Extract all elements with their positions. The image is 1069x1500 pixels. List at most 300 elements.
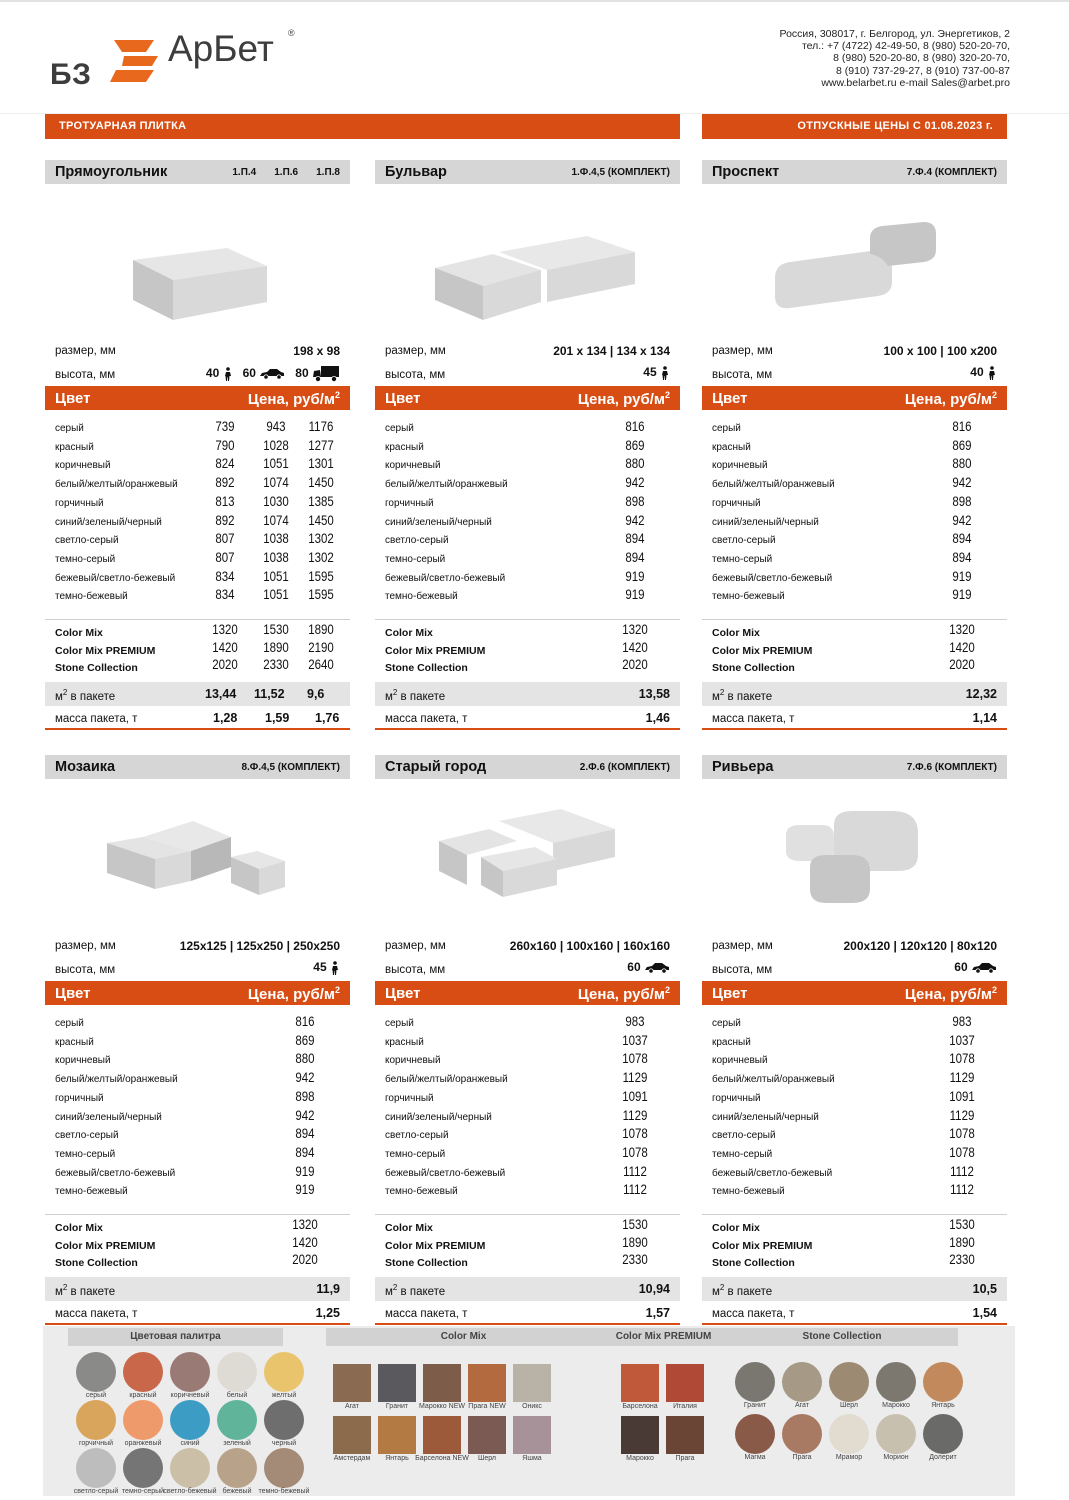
stone-swatch[interactable] [829, 1362, 869, 1402]
height-label: высота, мм [55, 964, 116, 976]
tile-label: Марокко NEW [419, 1403, 465, 1410]
color-name: темно-бежевый [55, 591, 128, 603]
mass-row [45, 1301, 350, 1325]
palette-swatch[interactable] [123, 1448, 163, 1488]
price-value: 869 [625, 436, 645, 453]
swatch-label: черный [271, 1440, 297, 1447]
color-name: серый [712, 423, 741, 434]
mass-row [702, 706, 1007, 730]
mass-label: масса пакета, т [712, 713, 795, 725]
price-value: 919 [625, 586, 645, 603]
color-mix-tile[interactable] [333, 1416, 371, 1454]
special-price: 1890 [622, 1233, 648, 1250]
special-price: 1320 [212, 621, 238, 637]
product-image [375, 785, 680, 935]
color-mix-tile[interactable] [378, 1416, 416, 1454]
premium-tile[interactable] [621, 1416, 659, 1454]
price-value: 1112 [623, 1181, 647, 1198]
special-price: 1320 [292, 1216, 318, 1232]
color-name: темно-бежевый [712, 1186, 785, 1198]
premium-tile[interactable] [666, 1364, 704, 1402]
color-name: темно-серый [55, 553, 116, 565]
price-value: 1176 [308, 418, 334, 434]
stone-swatch[interactable] [923, 1362, 963, 1402]
price-table-header [45, 981, 350, 1005]
per-pack-value: 10,94 [638, 1282, 670, 1296]
color-mix-tile[interactable] [423, 1416, 461, 1454]
stone-swatch[interactable] [735, 1362, 775, 1402]
price-value: 807 [215, 530, 235, 547]
top-rule [0, 0, 1069, 2]
per-pack-label [55, 1283, 115, 1298]
palette-swatch[interactable] [217, 1448, 257, 1488]
color-mix-title: Color Mix [326, 1328, 601, 1346]
color-name: светло-серый [712, 1130, 776, 1142]
palette-swatch[interactable] [264, 1352, 304, 1392]
special-name: Color Mix [55, 627, 103, 639]
price-value: 1091 [949, 1087, 975, 1104]
price-value: 790 [215, 436, 235, 453]
palette-swatch[interactable] [76, 1448, 116, 1488]
price-header-text: Цена, руб/м [247, 391, 335, 408]
special-name: Color Mix [55, 1222, 103, 1234]
swatch-label: светло-серый [73, 1488, 119, 1495]
price-value: 1277 [308, 436, 334, 453]
per-pack-unit-sup: 2 [392, 688, 398, 697]
color-name: горчичный [385, 497, 434, 509]
price-value: 919 [625, 567, 645, 584]
price-value: 983 [625, 1013, 645, 1029]
price-value: 739 [215, 418, 235, 434]
color-mix-tile[interactable] [423, 1364, 461, 1402]
palette-swatch[interactable] [264, 1400, 304, 1440]
product-code: 8.Ф.4,5 (КОМПЛЕКТ) [241, 762, 340, 773]
color-name: коричневый [712, 460, 768, 472]
special-price: 1320 [949, 621, 975, 637]
color-name: бежевый/светло-бежевый [55, 1167, 176, 1179]
special-name: Color Mix PREMIUM [712, 1239, 813, 1252]
product-name: Проспект [712, 164, 780, 180]
price-table-header [702, 386, 1007, 410]
per-pack-unit: м [712, 1285, 720, 1298]
height-value: 40 [205, 366, 220, 381]
swatch-label: Гранит [743, 1402, 767, 1409]
per-pack-unit: м [55, 1285, 63, 1298]
product-code: 7.Ф.4 (КОМПЛЕКТ) [906, 167, 997, 178]
color-name: темно-серый [712, 553, 773, 565]
color-mix-tile[interactable] [333, 1364, 371, 1402]
mass-value: 1,28 [213, 711, 238, 725]
product-code: 1.Ф.4,5 (КОМПЛЕКТ) [571, 167, 670, 178]
special-name: Color Mix PREMIUM [385, 1239, 486, 1252]
size-label: размер, мм [712, 940, 773, 952]
special-price: 1890 [949, 1233, 975, 1250]
special-price: 1530 [622, 1216, 648, 1232]
mass-row [375, 1301, 680, 1325]
palette-swatch[interactable] [170, 1400, 210, 1440]
price-value: 1595 [308, 586, 334, 603]
product-code: 2.Ф.6 (КОМПЛЕКТ) [579, 762, 670, 773]
size-label: размер, мм [385, 345, 446, 357]
price-value: 1038 [263, 530, 289, 547]
per-pack-value: 9,6 [307, 687, 325, 701]
price-value: 919 [295, 1181, 315, 1198]
product-image [45, 190, 350, 340]
palette-swatch[interactable] [123, 1352, 163, 1392]
product-codes [214, 167, 340, 178]
swatch-label: Прага [792, 1454, 812, 1461]
height-value: 45 [643, 365, 657, 379]
price-value: 834 [215, 586, 235, 603]
color-name: красный [55, 441, 94, 453]
color-name: коричневый [712, 1055, 768, 1067]
price-value: 816 [625, 418, 645, 434]
price-value: 1078 [622, 1125, 648, 1142]
palette-swatch[interactable] [264, 1448, 304, 1488]
swatch-label: белый [226, 1392, 248, 1399]
price-value: 1051 [263, 455, 289, 472]
price-value: 834 [215, 567, 235, 584]
price-value: 898 [295, 1087, 315, 1104]
size-value: 201 x 134 | 134 x 134 [553, 344, 670, 358]
color-mix-tile[interactable] [468, 1416, 506, 1454]
price-value: 894 [625, 548, 645, 565]
per-pack-row [702, 682, 1007, 706]
price-value: 1078 [949, 1143, 975, 1160]
color-column-header: Цвет [55, 985, 91, 1002]
palette-swatch[interactable] [123, 1400, 163, 1440]
product-header [45, 160, 350, 184]
price-table-header [702, 981, 1007, 1005]
color-column-header: Цвет [55, 390, 91, 407]
per-pack-row [45, 1277, 350, 1301]
logo-letters: БЗ [50, 58, 92, 91]
price-value: 1302 [308, 530, 334, 547]
tile-label: Амстердам [333, 1455, 371, 1462]
price-value: 919 [952, 567, 972, 584]
price-value: 880 [952, 455, 972, 472]
price-value: 816 [952, 418, 972, 434]
price-header-sup: 2 [334, 985, 340, 995]
product-card [375, 755, 680, 1330]
price-value: 942 [952, 511, 972, 528]
color-name: темно-бежевый [55, 1186, 128, 1198]
color-name: темно-серый [385, 553, 446, 565]
special-name: Color Mix [712, 627, 760, 639]
mass-row [45, 706, 350, 730]
color-name: бежевый/светло-бежевый [385, 572, 506, 584]
per-pack-row [702, 1277, 1007, 1301]
per-pack-text: в пакете [724, 690, 773, 703]
mass-label: масса пакета, т [712, 1308, 795, 1320]
stone-swatch[interactable] [876, 1362, 916, 1402]
height-value: 60 [627, 960, 641, 974]
palette-title: Цветовая палитра [68, 1328, 283, 1346]
size-label: размер, мм [712, 345, 773, 357]
size-value: 260x160 | 100x160 | 160x160 [509, 939, 670, 953]
color-name: серый [55, 1018, 84, 1029]
color-name: темно-бежевый [712, 591, 785, 603]
swatch-label: желтый [271, 1392, 297, 1399]
company-logo[interactable] [50, 28, 310, 92]
color-mix-tile[interactable] [513, 1416, 551, 1454]
stone-swatch[interactable] [876, 1414, 916, 1454]
price-value: 983 [952, 1013, 972, 1029]
price-value: 1129 [949, 1106, 975, 1123]
special-price: 1890 [263, 638, 289, 655]
height-label: высота, мм [385, 369, 446, 381]
price-value: 869 [295, 1031, 315, 1048]
stone-swatch[interactable] [923, 1414, 963, 1454]
height-values [643, 365, 670, 380]
premium-tile[interactable] [621, 1364, 659, 1402]
height-values [206, 365, 340, 383]
size-value: 198 x 98 [293, 344, 340, 358]
color-mix-tile[interactable] [468, 1364, 506, 1402]
special-price: 1530 [949, 1216, 975, 1232]
section-banner: ТРОТУАРНАЯ ПЛИТКА [45, 114, 680, 139]
row-separator [45, 619, 350, 620]
price-header-text: Цена, руб/м [577, 986, 665, 1003]
product-name: Бульвар [385, 164, 447, 180]
price-column-header [578, 985, 670, 1003]
tile-label: Гранит [385, 1403, 409, 1410]
color-name: коричневый [55, 1055, 111, 1067]
color-name: белый/желтый/оранжевый [55, 1074, 178, 1086]
premium-tile[interactable] [666, 1416, 704, 1454]
color-name: синий/зеленый/черный [55, 516, 162, 528]
palette-swatch[interactable] [170, 1352, 210, 1392]
price-value: 807 [215, 548, 235, 565]
color-mix-tile[interactable] [513, 1364, 551, 1402]
price-value: 892 [215, 511, 235, 528]
color-name: темно-бежевый [385, 1186, 458, 1198]
truck-icon [312, 365, 340, 383]
logo-mark-icon [106, 32, 164, 88]
color-name: коричневый [385, 1055, 441, 1067]
price-value: 942 [295, 1069, 315, 1086]
premium-title: Color Mix PREMIUM [601, 1328, 726, 1346]
per-pack-row [375, 682, 680, 706]
stone-swatch[interactable] [735, 1414, 775, 1454]
per-pack-label [712, 1283, 772, 1298]
price-value: 1037 [622, 1031, 648, 1048]
price-value: 1129 [622, 1069, 648, 1086]
color-palette-panel [43, 1326, 1015, 1496]
swatch-label: темно-бежевый [258, 1488, 310, 1495]
special-price: 1320 [622, 621, 648, 637]
per-pack-label [55, 688, 115, 703]
swatch-label: Морион [883, 1454, 909, 1461]
swatch-label: синий [180, 1440, 200, 1447]
price-header-text: Цена, руб/м [904, 391, 992, 408]
special-name: Stone Collection [55, 1257, 138, 1269]
price-table-header [375, 981, 680, 1005]
swatch-label: зеленый [223, 1440, 251, 1447]
tile-label: Марокко [626, 1455, 654, 1462]
mass-value: 1,25 [315, 1306, 340, 1320]
price-value: 1038 [263, 548, 289, 565]
car-icon [971, 962, 997, 974]
mass-value: 1,46 [645, 711, 670, 725]
special-name: Color Mix PREMIUM [385, 644, 486, 657]
price-value: 1450 [308, 511, 334, 528]
size-label: размер, мм [55, 345, 116, 357]
height-values [313, 960, 340, 975]
product-code: 1.П.8 [316, 167, 340, 178]
color-name: темно-серый [385, 1148, 446, 1160]
mass-row [375, 706, 680, 730]
per-pack-label [385, 1283, 445, 1298]
product-code: 7.Ф.6 (КОМПЛЕКТ) [906, 762, 997, 773]
special-price: 2020 [212, 656, 238, 672]
price-value: 1301 [308, 455, 334, 472]
color-name: белый/желтый/оранжевый [385, 479, 508, 491]
color-column-header: Цвет [385, 390, 421, 407]
color-column-header: Цвет [712, 390, 748, 407]
size-value: 125x125 | 125x250 | 250x250 [179, 939, 340, 953]
price-value: 892 [215, 474, 235, 491]
price-value: 894 [952, 548, 972, 565]
color-name: светло-серый [55, 1130, 119, 1142]
stone-swatch[interactable] [829, 1414, 869, 1454]
size-value: 200x120 | 120x120 | 80x120 [843, 939, 997, 953]
product-codes [889, 167, 997, 178]
product-code: 1.П.6 [274, 167, 299, 178]
per-pack-value: 13,44 [205, 687, 237, 701]
product-card [45, 755, 350, 1330]
stone-swatch[interactable] [782, 1362, 822, 1402]
color-name: светло-серый [712, 535, 776, 547]
price-date-banner: ОТПУСКНЫЕ ЦЕНЫ С 01.08.2023 г. [702, 114, 1007, 139]
special-name: Stone Collection [712, 1257, 795, 1269]
palette-swatch[interactable] [76, 1400, 116, 1440]
price-value: 816 [295, 1013, 315, 1029]
palette-swatch[interactable] [217, 1352, 257, 1392]
height-value: 60 [954, 960, 968, 974]
color-name: бежевый/светло-бежевый [712, 572, 833, 584]
price-value: 898 [625, 492, 645, 509]
swatch-label: Марокко [882, 1402, 910, 1409]
price-value: 1078 [949, 1125, 975, 1142]
price-value: 894 [952, 530, 972, 547]
special-name: Stone Collection [712, 662, 795, 674]
product-header [375, 755, 680, 779]
product-name: Старый город [385, 759, 487, 775]
swatch-label: Агат [794, 1402, 809, 1409]
pedestrian-icon [987, 366, 997, 380]
product-codes [223, 762, 340, 773]
palette-swatch[interactable] [76, 1352, 116, 1392]
tile-label: Италия [673, 1403, 697, 1410]
per-pack-row [45, 682, 350, 706]
tile-label: Барселона NEW [415, 1455, 469, 1462]
per-pack-value: 11,9 [316, 1282, 340, 1296]
color-name: темно-серый [712, 1148, 773, 1160]
product-codes [889, 762, 997, 773]
price-value: 1074 [263, 474, 289, 491]
product-image [375, 190, 680, 340]
size-value: 100 x 100 | 100 x200 [883, 344, 997, 358]
per-pack-unit-sup: 2 [719, 688, 725, 697]
price-header-text: Цена, руб/м [577, 391, 665, 408]
color-name: серый [712, 1018, 741, 1029]
price-value: 1129 [622, 1106, 648, 1123]
height-label: высота, мм [55, 369, 116, 381]
per-pack-text: в пакете [724, 1285, 773, 1298]
contact-line: 8 (980) 520-20-80, 8 (980) 320-20-70, [833, 52, 1010, 65]
per-pack-row [375, 1277, 680, 1301]
swatch-label: коричневый [170, 1392, 210, 1399]
price-value: 1051 [263, 586, 289, 603]
mass-label: масса пакета, т [385, 1308, 468, 1320]
height-values [627, 960, 670, 974]
color-name: бежевый/светло-бежевый [55, 572, 176, 584]
price-value: 919 [295, 1162, 315, 1179]
mass-value: 1,59 [265, 711, 290, 725]
color-name: серый [385, 1018, 414, 1029]
color-name: горчичный [385, 1092, 434, 1104]
size-label: размер, мм [55, 940, 116, 952]
price-value: 894 [625, 530, 645, 547]
color-mix-tile[interactable] [378, 1364, 416, 1402]
row-separator [375, 619, 680, 620]
palette-swatch[interactable] [170, 1448, 210, 1488]
row-separator [375, 1214, 680, 1215]
pedestrian-icon [330, 961, 340, 975]
price-value: 919 [952, 586, 972, 603]
contacts-block [780, 28, 1010, 89]
price-table-header [375, 386, 680, 410]
product-header [702, 160, 1007, 184]
price-column-header [248, 985, 340, 1003]
contact-line: Россия, 308017, г. Белгород, ул. Энергетиков, 2 [779, 28, 1010, 40]
contact-line: 8 (910) 737-29-27, 8 (910) 737-00-87 [836, 64, 1010, 77]
price-value: 894 [295, 1143, 315, 1160]
price-value: 1091 [622, 1087, 648, 1104]
special-price: 1420 [212, 638, 238, 655]
special-price: 1420 [622, 638, 648, 655]
swatch-label: красный [129, 1392, 157, 1399]
price-value: 1450 [308, 474, 334, 491]
mass-row [702, 1301, 1007, 1325]
color-name: темно-бежевый [385, 591, 458, 603]
special-price: 2020 [949, 656, 975, 672]
price-header-text: Цена, руб/м [247, 986, 335, 1003]
price-header-sup: 2 [991, 390, 997, 400]
special-name: Color Mix [712, 1222, 760, 1234]
product-card [375, 160, 680, 735]
color-name: темно-серый [55, 1148, 116, 1160]
per-pack-text: в пакете [67, 1285, 116, 1298]
swatch-label: Шерл [839, 1402, 859, 1409]
stone-swatch[interactable] [782, 1414, 822, 1454]
product-header [702, 755, 1007, 779]
color-name: бежевый/светло-бежевый [385, 1167, 506, 1179]
special-name: Stone Collection [385, 662, 468, 674]
color-name: синий/зеленый/черный [385, 516, 492, 528]
tile-label: Янтарь [385, 1455, 409, 1462]
color-column-header: Цвет [712, 985, 748, 1002]
car-icon [644, 962, 670, 974]
color-name: белый/желтый/оранжевый [55, 479, 178, 491]
price-value: 1112 [950, 1162, 974, 1179]
per-pack-value: 12,32 [965, 687, 997, 701]
price-value: 942 [295, 1106, 315, 1123]
product-card [45, 160, 350, 735]
height-value: 45 [313, 960, 327, 974]
palette-swatch[interactable] [217, 1400, 257, 1440]
